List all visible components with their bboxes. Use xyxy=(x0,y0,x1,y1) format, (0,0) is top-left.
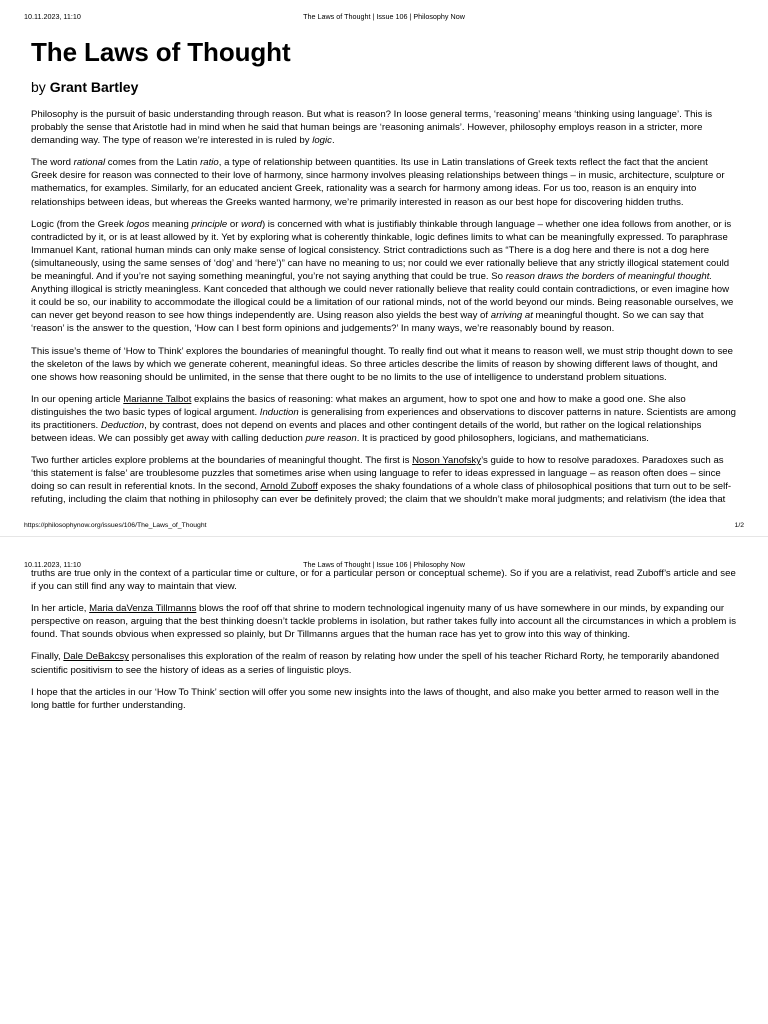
link-marianne-talbot[interactable]: Marianne Talbot xyxy=(123,393,192,405)
print-datetime: 10.11.2023, 11:10 xyxy=(24,12,81,21)
article-body xyxy=(31,34,736,518)
link-maria-davenza-tillmanns[interactable]: Maria daVenza Tillmanns xyxy=(89,603,197,615)
link-arnold-zuboff[interactable]: Arnold Zuboff xyxy=(260,481,318,493)
paragraph-4: This issue’s theme of ‘How to Think’ explores the boundaries of meaningful thought. To really find out what it means to reason well, we must strip thought down to see the skeleton of the laws by which we generate coherent, meaningful ideas. So three articles describe the limits of reason by showing different laws of thought, and one shows how reasoning should be unlimited, in the sense that there ought to be no limits to the use of intelligence to understand problem situations. xyxy=(31,345,733,383)
paragraph-5: In our opening article Marianne Talbot explains the basics of reasoning: what makes an argument, how to spot one and how to make a good one. She also distinguishes the two basic types of logical argument. Induction is generalising from experiences and observations to discover patterns in nature. Scientists are among its practitioners. Deduction, by contrast, does not depend on events and places and other contingent details of the world, but rather on the logical relationships between ideas. We can possibly get away with calling deduction pure reason. It is practiced by good philosophers, logicians, and mathematicians. xyxy=(31,393,736,445)
print-url: https://philosophynow.org/issues/106/The_Laws_of_Thought xyxy=(24,522,207,529)
paragraph-1: Philosophy is the pursuit of basic understanding through reason. But what is reason? In loose general terms, ‘reasoning’ means ‘thinking using language’. This is probably the sense that Aristotle had in mind when he said that human beings are ‘reasoning animals’. However, philosophy employs reason in a stricter, more demanding way. The type of reason we’re interested in is ruled by logic. xyxy=(31,109,713,147)
paragraph-6: Two further articles explore problems at the boundaries of meaningful thought. The first is Noson Yanofsky’s guide to how to resolve paradoxes. Paradoxes such as ‘this statement is false’ are troublesome puzzles that sometimes arise when using language to refer to ideas expressed in language – as reason often does – since doing so can result in referential knots. In the second, Arnold Zuboff exposes the shaky foundations of a whole class of philosophical positions that turn out to be self-refuting, including the claim that nothing in philosophy can ever be definitely proved; the claim that we shouldn’t make moral judgments; and relativism (the idea that xyxy=(31,455,732,506)
print-tab-title: The Laws of Thought | Issue 106 | Philosophy Now xyxy=(303,560,465,569)
print-datetime: 10.11.2023, 11:10 xyxy=(24,560,81,569)
paragraph-3: Logic (from the Greek logos meaning principle or word) is concerned with what is justifiably thinkable through language – whether one idea follows from another, or is contradicted by it, or is at least allowed by it. Yet by exploring what is coherently thinkable, logic defines limits to what can be meaningfully expressed. To paraphrase Immanuel Kant, rational human minds can only make sense of logical consistency. Strict contradictions such as “There is a dog here and there is not a dog here (simultaneously, using the same senses of ‘dog’ and ‘here’)” can have no meaning to us; nor could we ever rationally believe that any strictly illogical statement could be meaningful. And if you’re not saying something meaningful, you’re not saying anything that could be true. So reason draws the borders of meaningful thought. Anything illogical is strictly meaningless. Kant conceded that although we could never rationally believe that reality could contain contradictions, or even imagine how it could be so, our inability to accommodate the illogical could be a limitation of our rational minds, not of the world beyond our minds. Being reasonable ourselves, we can never get beyond reason to see how things independently are. Using reason also yields the best way of arriving at meaningful thought. So we can say that ‘reason’ is the answer to the question, ‘How can I best form opinions and judgements?’ In many ways, we’re reasonably bound by reason. xyxy=(31,218,734,335)
link-noson-yanofsky[interactable]: Noson Yanofsky xyxy=(412,455,482,467)
paragraph-2: The word rational comes from the Latin ratio, a type of relationship between quantities. Its use in Latin translations of Greek texts reflect the fact that the ancient Greek desire for reason was connected to their love of harmony, since harmony involves pleasing relationships between things – in music, architecture, sculpture or mathematics, for examples. Similarly, for an educated ancient Greek, rationality was a search for harmony among ideas. For us too, reason is an enquiry into relationships between ideas, but whereas the Greeks wanted harmony, we’re primarily interested in reason as our best hope for discovering hidden truths. xyxy=(31,157,725,208)
byline-prefix: by xyxy=(31,79,46,95)
author-name: Grant Bartley xyxy=(49,79,139,95)
print-page-2 xyxy=(0,548,768,1024)
article-title: The Laws of Thought xyxy=(31,37,291,67)
print-footer xyxy=(24,520,744,532)
article-body-continued xyxy=(31,567,736,767)
print-tab-title: The Laws of Thought | Issue 106 | Philosophy Now xyxy=(303,12,465,21)
page-number: 1/2 xyxy=(734,522,744,529)
print-header xyxy=(24,10,744,24)
link-dale-debakcsy[interactable]: Dale DeBakcsy xyxy=(63,651,129,663)
paragraph-7: In her article, Maria daVenza Tillmanns blows the roof off that shrine to modern technological ingenuity many of us have somewhere in our minds, by expanding our perspective on reason, arguing that the best thinking doesn’t tackle problems in isolation, but rather takes fully into account all the circumstances in which a problem is found. That sounds obvious when expressed so plainly, but Dr Tillmanns argues that the human race has yet to grow into this way of thinking. xyxy=(31,603,736,641)
paragraph-9: I hope that the articles in our ‘How To Think’ section will offer you some new insights into the laws of thought, and also make you better armed to reason well in the long battle for further understanding. xyxy=(31,686,720,711)
paragraph-8: Finally, Dale DeBakcsy personalises this exploration of the realm of reason by relating how under the spell of his teacher Richard Rorty, he temporarily abandoned scientific positivism to see the history of ideas as a series of linguistic ploys. xyxy=(31,651,720,676)
paragraph-6-continued: truths are true only in the context of a particular time or culture, or for a particular person or conceptual scheme). So if you are a relativist, read Zuboff’s article and see if you can still find any way to maintain that view. xyxy=(31,568,736,593)
byline xyxy=(31,78,736,96)
